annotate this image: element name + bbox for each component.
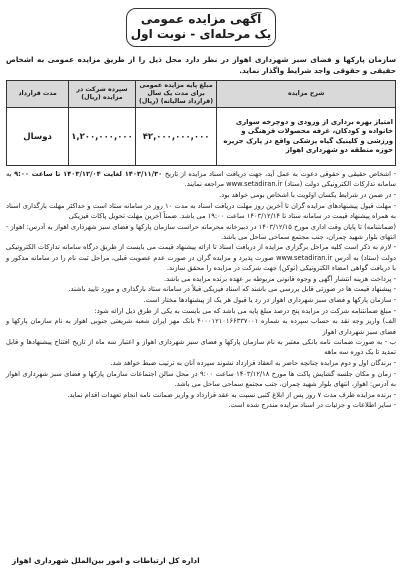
auction-table (6, 80, 396, 166)
condition-item: - سازمان پارکها و فضای سبز شهرداری اهواز در رد یا قبول هر یک از پیشنهادها مختار است. (143, 295, 396, 304)
condition-item: - زمان و مکان جلسه گشایش پاکت ها مورخ ۱۴۰۳/۱۲/۱۸ ساعت ۹:۰۰ در محل سالن اجتماعات سازمان پارکها و فضای سبز شهرداری اهواز به آدرس: اهواز، انتهای بلوار شهید چمران، جنب مجتمع سماحی ساحل می باشد. (6, 369, 397, 389)
condition-item: - برندگان اول و دوم مزایده چنانچه حاضر به انعقاد قرارداد نشوند سپرده آنان به ترتیب ضبط خواهد شد. (110, 359, 396, 368)
col-deposit: سپرده شرکت در مزایده (ریال) (69, 81, 136, 108)
notice-title: آگهی مزایده عمومی (140, 12, 262, 26)
cell-deposit: ۱,۲۰۰,۰۰۰,۰۰۰ (69, 108, 136, 166)
conditions-list (6, 169, 396, 411)
title-box (126, 8, 276, 47)
col-description: شرح مزایده (217, 81, 396, 108)
document-dates: ۱۴۰۳/۱۱/۳۰ لغایت ۱۴۰۳/۱۲/۰۴ تا ساعت ۹:۰۰ (14, 170, 163, 178)
cell-description: امتیاز بهره برداری از ورودی و دوچرخه سواری خانواده و کودکان، غرفه محصولات فرهنگی و ورزشی و کلینیک گیاه پزشکی واقع در پارک جزیره حوزه منطقه دو شهرداری اهواز (217, 108, 396, 166)
condition-item (6, 169, 396, 189)
condition-item: - برنده مزایده ظرف مدت ۷ روز پس از ابلاغ کتبی نسبت به عقد قرارداد و واریز ضمانت نامه انجام تعهدات اقدام نماید. (67, 390, 396, 399)
condition-item: - لازم به ذکر است کلیه مراحل برگزاری مزایده از دریافت اسناد تا ارائه پیشنهاد قیمت می بایست از طریق درگاه سامانه تدارکات الکترونیکی دولت (ستاد) به آدرس www.setadiran.ir صورت پذیرد و مزایده گران در صورت عدم عضویت قبلی، مراحل ثبت نام را در سامانه مذکور و با دریافت گواهی امضاء الکترونیکی (توکن) جهت شرکت در مزایده را محقق سازند. (6, 243, 396, 272)
col-base-price: مبلغ پایه مزایده عمومی برای مدت یک سال (قرارداد سالیانه) (ریال) (135, 81, 217, 108)
col-duration: مدت قرارداد (7, 81, 69, 108)
condition-item: - مهلت قبول پیشنهادهای مزایده گران تا آخرین روز مهلت دریافت اسناد به مدت ۱۰ روز در سامانه ستاد است و حداکثر مهلت بارگذاری اسناد به همراه پیشنهاد قیمت در سامانه ستاد تا ۱۴۰۳/۱۲/۱۴ ساعت ۱۹:۰۰ می باشد. ضمناً آخرین مهلت تحویل پاکات فیزیکی (6, 201, 397, 220)
condition-item: - در ضمن در شرایط یکسان اولویت با اشخاص بومی خواهد بود. (219, 190, 396, 199)
condition-item: (ضمانتنامه) تا پایان وقت اداری مورخ ۱۴۰۳/۱۲/۱۵ در دبیرخانه محرمانه حراست سازمان پارکها و فضای سبز شهرداری اهواز به آدرس: اهواز - انتهای بلوار شهید چمران، جنب مجتمع سماحی ساحل می باشد. (6, 222, 397, 241)
cell-duration: دوسال (7, 108, 69, 166)
condition-item: ب - به صورت ضمانت نامه بانکی معتبر به نام سازمان پارکها و فضای سبز شهرداری اهواز و اعتبار سه ماه از تاریخ افتتاح پیشنهادها و قابل تمدید تا یک دوره سه ماهه (6, 338, 396, 357)
condition-text: - اشخاص حقیقی و حقوقی دعوت به عمل آید، جهت دریافت اسناد مزایده از تاریخ (164, 170, 396, 178)
condition-item: - پیشنهاد قیمت ها در صورتی قابل بررسی می باشند که اسناد فیزیکی قبلاً در سامانه ستاد بارگذاری و مورد تایید باشند. (68, 285, 396, 294)
signature-block (12, 555, 200, 566)
intro-text: سازمان پارکها و فضای سبز شهرداری اهواز در نظر دارد محل ذیل را از طریق مزایده عمومی به اشخاص حقیقی و حقوقی واجد شرایط واگذار نماید. (6, 55, 396, 75)
condition-item: - مبلغ ضمانتنامه شرکت در مزایده پنج درصد مبلغ پایه می باشد که می بایست به یکی از طرق ذیل ارائه شود: (94, 306, 396, 315)
table-row (7, 108, 396, 166)
cell-base-price: ۴۲,۰۰۰,۰۰۰,۰۰۰ (135, 108, 217, 166)
setadiran-link-text[interactable]: به سامانه تدارکات الکترونیکی دولت (ستاد) www.setadiran.ir مراجعه نمایند. (6, 170, 396, 189)
signature-line: اداره کل ارتباطات و امور بین‌الملل شهرداری اهواز (12, 556, 200, 565)
table-header-row (7, 81, 396, 108)
notice-subtitle: یک مرحله‌ای - نوبت اول (130, 27, 272, 41)
condition-item: - سایر اطلاعات و جزئیات در اسناد مزایده مندرج شده است. (228, 401, 396, 410)
condition-item: - پرداخت هزینه انتشار آگهی و وجوه قانونی مربوطه بر عهده برنده مزایده می باشد. (163, 274, 396, 283)
condition-item: الف) واریز وجه نقد به حساب سپرده به شماره ۴۰۰۰۱۲۱۰۱۶۶۳۳۷۰۰۱ بانک مهر ایران شعبه شریعتی جنوبی اهواز به نام سازمان پارکها و فضای سبز شهرداری اهواز (6, 317, 396, 336)
